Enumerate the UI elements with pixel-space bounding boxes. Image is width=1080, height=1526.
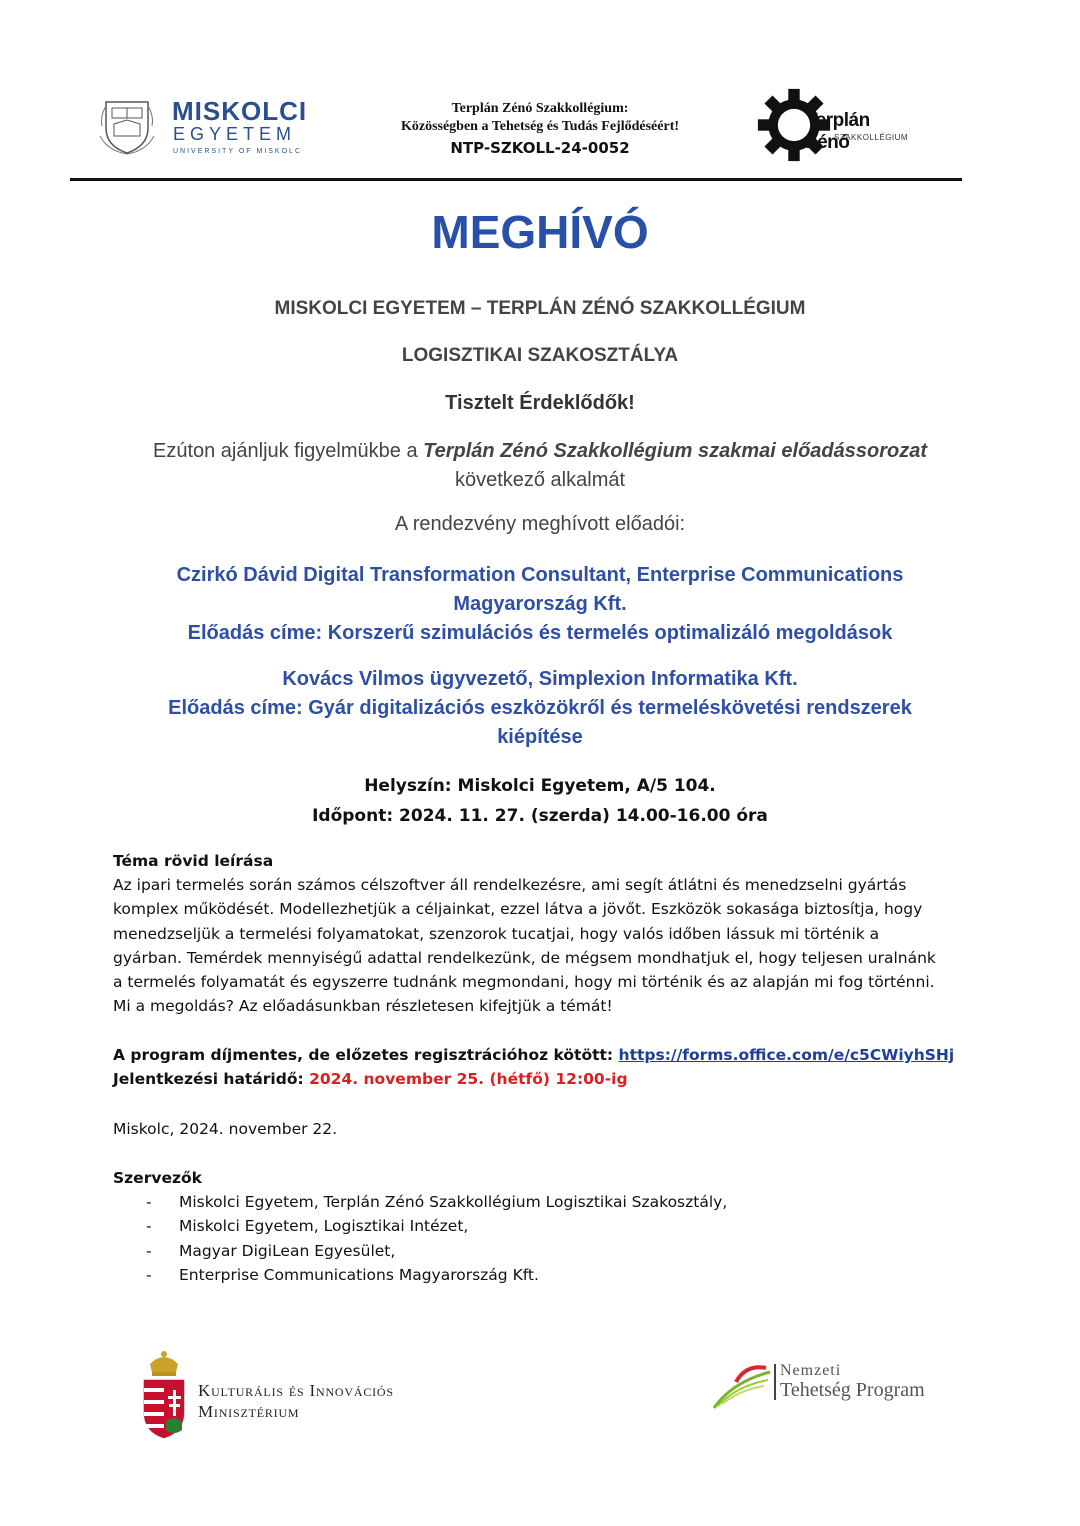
topic-line: menedzseljük a termelési folyamatokat, szenzorok tucatjai, hogy valós időben lássuk mi történik a: [113, 924, 880, 943]
organizer-name: Miskolci Egyetem, Logisztikai Intézet,: [179, 1217, 469, 1236]
event-time: Időpont: 2024. 11. 27. (szerda) 14.00-16.00 óra: [312, 806, 768, 826]
topic-line: a termelés folyamatát és egyszerre tudnánk megmondani, hogy mi történik és az alapján mi fog történni.: [113, 973, 935, 992]
intro-suffix: következő alkalmát: [454, 469, 626, 491]
organizers-list: [113, 1190, 983, 1287]
header-program-info: [340, 100, 740, 157]
registration-info: [113, 1043, 983, 1092]
event-venue: Helyszín: Miskolci Egyetem, A/5 104.: [364, 776, 716, 796]
speaker-name-line: Kovács Vilmos ügyvezető, Simplexion Informatika Kft.: [282, 668, 798, 690]
university-crest-icon: [98, 96, 156, 156]
topic-line: komplex működését. Modellezhetjük a céljainkat, ezzel látva a jövőt. Eszközök sokasága biztosítja, hogy: [113, 900, 923, 919]
terplan-zeno-logo: [756, 87, 916, 167]
page-header: [0, 0, 1080, 185]
university-logo-line3: UNIVERSITY OF MISKOLC: [173, 148, 302, 155]
ministry-name-line1: Kulturális és Innovációs: [198, 1381, 394, 1400]
intro-paragraph: [60, 437, 1020, 495]
speaker-company-line: Magyarország Kft.: [453, 593, 627, 615]
list-item: - Enterprise Communications Magyarország Kft.: [146, 1265, 539, 1284]
header-program-motto: Közösségben a Tehetség és Tudás Fejlődéséért!: [400, 119, 680, 134]
page-title: MEGHÍVÓ: [431, 206, 649, 258]
intro-emphasis: Terplán Zénó Szakkollégium szakmai előadássorozat: [423, 440, 928, 462]
list-item: - Miskolci Egyetem, Logisztikai Intézet,: [146, 1217, 469, 1236]
topic-line: gyárban. Temérdek mennyiségű adattal rendelkezünk, de mégsem mondhatjuk el, hogy teljesen uralnánk: [113, 948, 936, 967]
organizer-line-1: MISKOLCI EGYETEM – TERPLÁN ZÉNÓ SZAKKOLLÉGIUM: [274, 298, 806, 319]
organizer-name: Enterprise Communications Magyarország Kft.: [179, 1265, 539, 1284]
university-logo-line1: MISKOLCI: [172, 96, 308, 126]
university-logo-line2: EGYETEM: [173, 124, 297, 144]
organizer-line-2: LOGISZTIKAI SZAKOSZTÁLYA: [401, 345, 679, 366]
deadline-value: 2024. november 25. (hétfő) 12:00-ig: [309, 1070, 628, 1089]
talent-program-line1: Nemzeti: [780, 1362, 842, 1379]
university-logo: [98, 96, 313, 160]
topic-heading: Téma rövid leírása: [113, 852, 274, 870]
registration-link[interactable]: https://forms.office.com/e/c5CWiyhSHj: [618, 1046, 955, 1064]
organizer-name: Miskolci Egyetem, Terplán Zénó Szakkollégium Logisztikai Szakosztály,: [179, 1193, 728, 1211]
hungarian-coat-of-arms-icon: [140, 1350, 188, 1442]
greeting: Tisztelt Érdeklődők!: [445, 392, 635, 414]
speaker-block: [60, 561, 1020, 648]
speaker-talk-title: Előadás címe: Gyár digitalizációs eszközökről és termeléskövetési rendszerek: [168, 697, 912, 719]
speaker-block: [60, 665, 1020, 752]
swoosh-icon: [712, 1362, 774, 1412]
talent-program-line2: Tehetség Program: [780, 1379, 925, 1401]
registration-text: A program díjmentes, de előzetes regisztrációhoz kötött:: [113, 1046, 619, 1064]
ministry-name-line2: Minisztérium: [198, 1402, 300, 1421]
speaker-name-line: Czirkó Dávid Digital Transformation Consultant, Enterprise Communications: [176, 564, 904, 586]
deadline-label: Jelentkezési határidő:: [113, 1070, 310, 1089]
talent-program-logo: [712, 1358, 952, 1418]
header-program-name: Terplán Zénó Szakkollégium:: [451, 101, 629, 116]
terplan-zeno-logo-sub: SZAKKOLLÉGIUM: [834, 133, 909, 142]
topic-description: [113, 873, 983, 1019]
header-program-code: NTP-SZKOLL-24-0052: [450, 139, 630, 157]
logo-divider: [774, 1364, 776, 1400]
organizer-name: Magyar DigiLean Egyesület,: [179, 1241, 396, 1260]
header-divider: [70, 178, 962, 181]
speakers-label: A rendezvény meghívott előadói:: [394, 513, 686, 535]
topic-line: Mi a megoldás? Az előadásunkban részletesen kifejtjük a témát!: [113, 997, 613, 1016]
speaker-talk-title-cont: kiépítése: [497, 726, 583, 748]
terplan-zeno-logo-name: Terplán Zénó: [806, 110, 870, 153]
place-and-date: Miskolc, 2024. november 22.: [113, 1120, 338, 1138]
ministry-logo: [140, 1350, 460, 1442]
topic-line: Az ipari termelés során számos célszoftver áll rendelkezésre, ami segít átlátni és menedzselni gyártás: [113, 876, 907, 894]
intro-prefix: Ezúton ajánljuk figyelmükbe a: [152, 440, 424, 462]
list-item: - Magyar DigiLean Egyesület,: [146, 1241, 396, 1260]
organizers-heading: Szervezők: [113, 1169, 202, 1187]
event-details: [60, 771, 1020, 831]
speaker-talk-title: Előadás címe: Korszerű szimulációs és termelés optimalizáló megoldások: [187, 622, 893, 644]
list-item: - Miskolci Egyetem, Terplán Zénó Szakkollégium Logisztikai Szakosztály,: [146, 1193, 728, 1211]
